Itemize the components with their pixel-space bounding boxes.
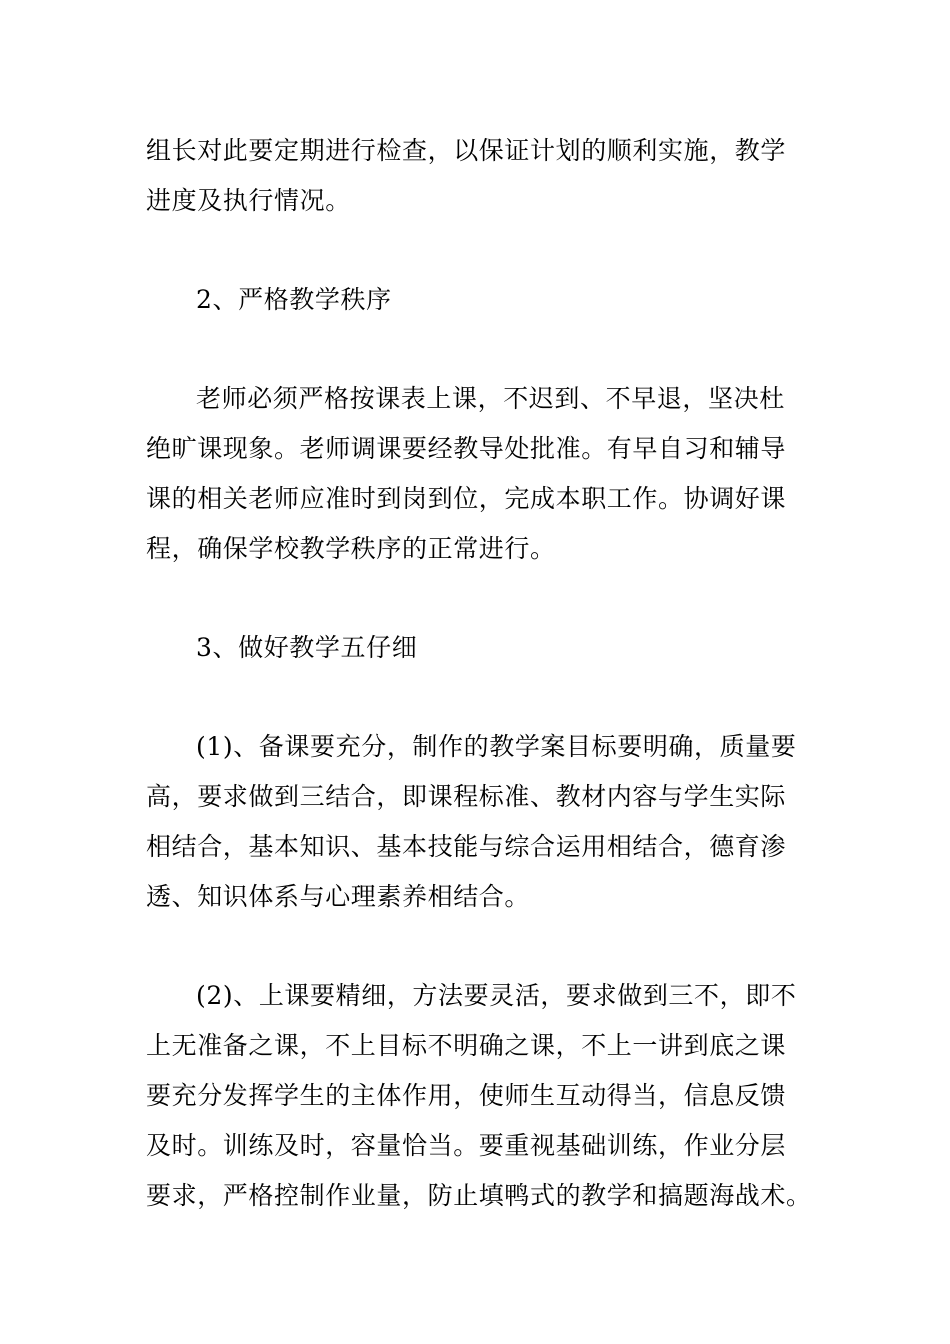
text-line: 组长对此要定期进行检查，以保证计划的顺利实施，教学: [146, 136, 787, 165]
text-line: (2)、上课要精细，方法要灵活，要求做到三不，即不: [196, 981, 797, 1010]
paragraph-lesson-preparation: [146, 722, 808, 922]
text-line: 要充分发挥学生的主体作用，使师生互动得当，信息反馈: [146, 1081, 787, 1110]
text-line: 绝旷课现象。老师调课要经教导处批准。有早自习和辅导: [146, 434, 787, 463]
text-line: 及时。训练及时，容量恰当。要重视基础训练，作业分层: [146, 1131, 787, 1160]
text-line: 课的相关老师应准时到岗到位，完成本职工作。协调好课: [146, 484, 787, 513]
text-line: 进度及执行情况。: [146, 186, 351, 215]
heading-text: 2、严格教学秩序: [196, 285, 392, 314]
text-line: 老师必须严格按课表上课，不迟到、不早退，坚决杜: [196, 384, 785, 413]
heading-text: 3、做好教学五仔细: [196, 633, 418, 662]
text-line: 上无准备之课，不上目标不明确之课，不上一讲到底之课: [146, 1031, 787, 1060]
section-heading-teaching-order: [146, 275, 808, 325]
paragraph-inspection: [146, 126, 808, 226]
text-line: 高，要求做到三结合，即课程标准、教材内容与学生实际: [146, 782, 787, 811]
text-line: 程，确保学校教学秩序的正常进行。: [146, 534, 556, 563]
text-line: (1)、备课要充分，制作的教学案目标要明确，质量要: [196, 732, 797, 761]
text-line: 相结合，基本知识、基本技能与综合运用相结合，德育渗: [146, 832, 787, 861]
paragraph-classroom-teaching: [146, 971, 812, 1221]
section-heading-five-careful: [146, 623, 808, 673]
paragraph-teaching-order: [146, 374, 808, 574]
text-line: 透、知识体系与心理素养相结合。: [146, 882, 531, 911]
text-line: 要求，严格控制作业量，防止填鸭式的教学和搞题海战术。: [146, 1181, 812, 1210]
